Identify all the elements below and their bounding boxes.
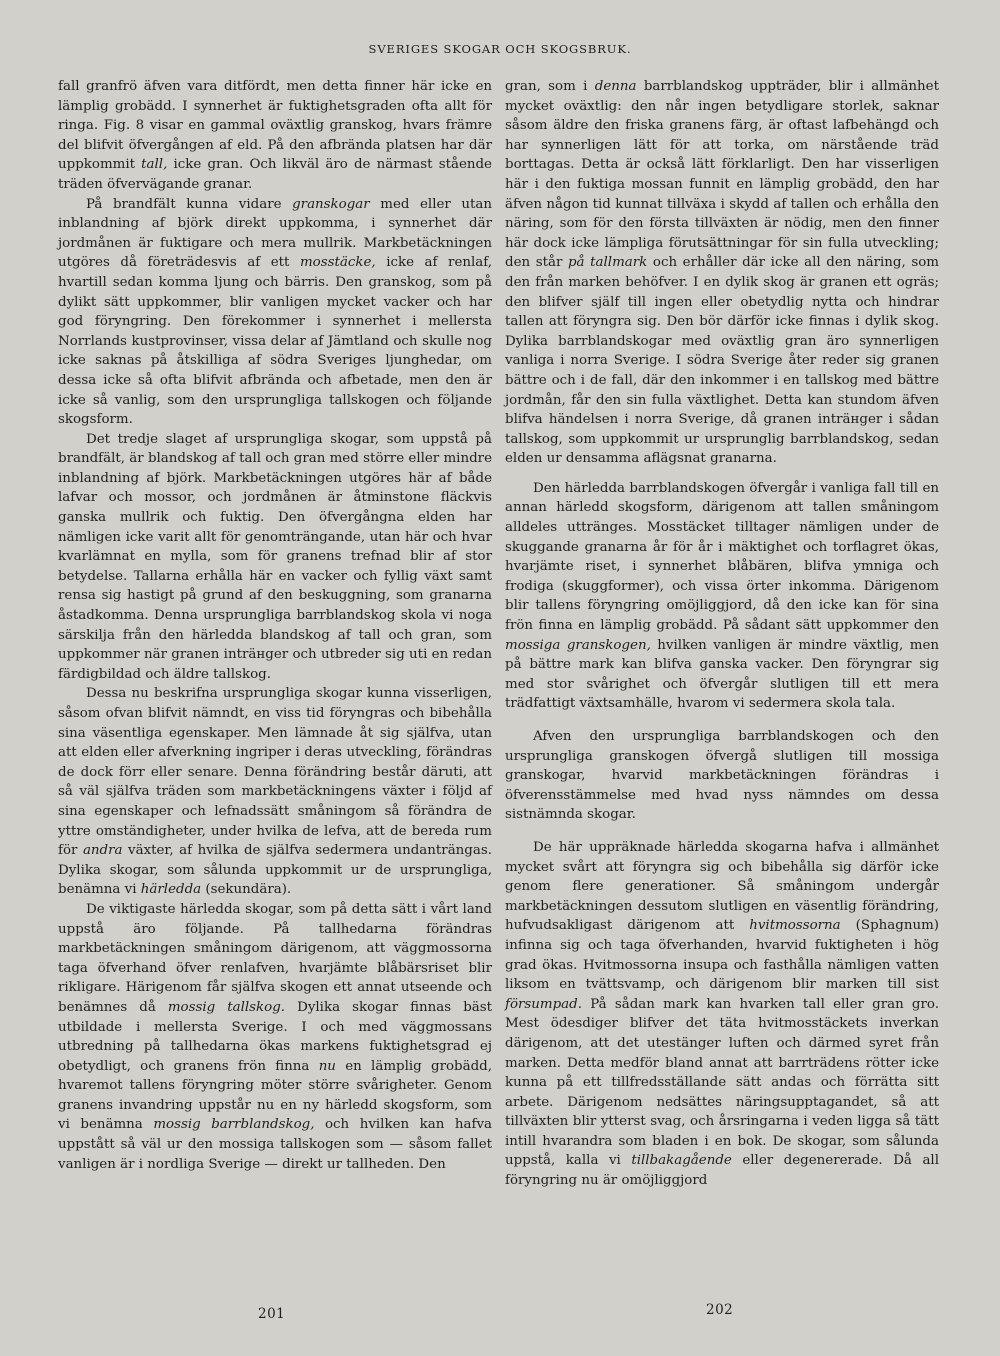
text-run: (sekundära).: [201, 882, 292, 898]
italic-text: mossiga granskogen,: [505, 637, 651, 653]
italic-text: mossig tallskog.: [167, 999, 286, 1015]
text-run: fall granfrö äfven vara ditfördt, men detta finner här icke en lämplig grobädd. I synnerhet är fuktighetsgraden ofta allt för ringa. Fig. 8 visar en gammal oväxtlig granskog, hvars främre del blifvit öfvergången af eld. På den afbrända platsen har där uppkommit: [58, 79, 492, 173]
paragraph: [58, 684, 492, 900]
text-run: Afven den ursprungliga barrblandskogen och den ursprungliga granskogen öfvergå slutligen till mossiga granskogar, hvarvid markbetäckningen förändras i öfverensstämmelse med hvad nyss nämndes om dessa sistnämnda skogar.: [505, 729, 939, 823]
text-run: Dessa nu beskrifna ursprungliga skogar kunna visserligen, såsom ofvan blifvit nämndt, en viss tid föryngras och bibehålla sina väsentliga egenskaper. Men lämnade åt sig själfva, utan att elden eller afverkning ingriper i deras utveckling, förändras de dock förr eller senare. Denna förändring består däruti, att så väl själfva träden som markbetäckningens växter i följd af sina egenskaper och lefnadssätt småningom så förändra de yttre omständigheter, under hvilka de lefva, att de bereda rum för: [58, 686, 492, 859]
italic-text: härledda: [140, 882, 202, 898]
italic-text: nu: [318, 1058, 336, 1074]
text-run: På brandfält kunna vidare: [86, 196, 293, 212]
italic-text: tall,: [141, 157, 168, 173]
text-run: och erhåller där icke all den näring, som den från marken behöfver. I en dylik skog är granen ett ogräs; den blifver själf till ingen eller obetydlig nytta och hindrar tallen att föryngra sig. Den bör därför icke finnas i dylik skog. Dylika barrblandskogar med oväxtlig gran äro synnerligen vanliga i norra Sverige. I södra Sverige åter reder sig granen bättre och i de fall, där den inkommer i en tallskog med bättre jordmån, får den sin fulla växtlighet. Detta kan stundom äfven blifva händelsen i norra Sverige, då granen inträнger i sådan tallskog, som uppkommit ur ursprunglig barrblandskog, sedan elden ur densamma aflägsnat granarna.: [505, 255, 939, 467]
text-run: gran, som i: [505, 79, 595, 94]
text-run: en lämplig grobädd, hvaremot tallens föryngring möter större svårigheter. Genom granens invandring uppstår nu en ny härledd skogsform, som vi benämna: [58, 1058, 493, 1133]
italic-text: granskogar: [292, 196, 370, 212]
text-run: Dylika skogar finnas bäst utbildade i mellersta Sverige. I och med väggmossans utbredning på tallhedarna ökas markens fuktighetsgrad ej obetydligt, och granens frön finna: [58, 999, 493, 1074]
italic-text: hvitmossorna: [749, 918, 841, 934]
text-run: De viktigaste härledda skogar, som på detta sätt i vårt land uppstå äro följande. På tallhedarna förändras markbetäckningen småningom därigenom, att väggmossorna taga öfverhand öfver renlafven, hvarjämte blåbärsriset blir rikligare. Härigenom får själfva skogen ett annat utseende och benämnes då: [58, 901, 492, 1015]
italic-text: på tallmark: [567, 255, 648, 271]
text-run: växter, af hvilka de själfva sedermera undanträngas. Dylika skogar, som sålunda uppkommit ur de ursprungliga, benämna vi: [58, 843, 492, 898]
page-number-left: 201: [258, 1306, 286, 1322]
paragraph: [505, 479, 939, 714]
text-run: De här uppräknade härledda skogarna hafva i allmänhet mycket svårt att föryngra sig och bibehålla sig därför icke genom flere generationer. Så småningom undergår markbetäckningen dessutom slutligen en väsentlig förändring, hufvudsakligast därigenom att: [505, 839, 939, 934]
text-run: Det tredje slaget af ursprungliga skogar, som uppstå på brandfält, är blandskog af tall och gran med större eller mindre inblandning af björk. Markbetäckningen utgöres här af både lafvar och mossor, och jordmånen är åtminstone fläckvis ganska mullrik och fuktig. Den öfvergångna elden har nämligen icke varit allt för genomträngande, utan här och hvar kvarlämnat en mylla, som för granens trefnad blir af stor betydelse. Tallarna erhålla här en vacker och fyllig växt samt rensa sig hastigt på grund af den beskuggning, som granarna åstadkomma. Denna ursprungliga barrblandskog skola vi noga särskilja från den härledda blandskog af tall och gran, som uppkommer när granen inträнger och utbreder sig uti en redan färdigbildad och äldre tallskog.: [58, 431, 492, 682]
left-column: [58, 77, 492, 1174]
text-run: med eller utan inblandning af björk direkt uppkomma, i synnerhet där jordmånen är fuktigare och mera mullrik. Markbetäckningen utgöres då företrädesvis af ett: [58, 196, 492, 271]
paragraph: [58, 77, 492, 195]
right-column: [505, 77, 939, 1191]
text-run: icke gran. Och likväl äro de närmast stående träden öfvervägande granar.: [58, 157, 492, 192]
text-run: På sådan mark kan hvarken tall eller gran gro. Mest ödesdiger blifver det täta hvitmosstäckets inverkan därigenom, att det utestänger luften och därmed syret från marken. Detta medför bland annat att barrträdens rötter icke kunna på ett tillfredsställande sätt andas och förrätta sitt arbete. Därigenom nedsättes näringsupptagandet, så att tillväxten blir ytterst svag, och årsringarna i veden ligga så tätt intill hvarandra som bladen i en bok. De skogar, som sålunda uppstå, kalla vi: [505, 996, 939, 1169]
paragraph: [58, 430, 492, 685]
text-run: Den härledda barrblandskogen öfvergår i vanliga fall till en annan härledd skogsform, därigenom att tallen småningom alldeles uttränges. Mosstäcket tilltager nämligen under de skuggande granarna år för år i mäktighet och torflagret ökas, hvarjämte riset, i synnerhet blåbären, blifva ymniga och frodiga (skuggformer), och vissa örter inkomma. Därigenom blir tallens föryngring omöjliggjord, då den icke kan för sina frön finna en lämplig grobädd. På sådant sätt uppkommer den: [505, 480, 939, 634]
paragraph: [58, 195, 492, 430]
paragraph: [505, 838, 939, 1191]
italic-text: denna: [594, 79, 637, 94]
italic-text: andra: [82, 843, 123, 859]
italic-text: mosstäcke,: [299, 255, 376, 271]
paragraph: [58, 900, 492, 1174]
running-header: SVERIGES SKOGAR OCH SKOGSBRUK.: [368, 42, 632, 56]
paragraph: [505, 727, 939, 825]
text-run: barrblandskog uppträder, blir i allmänhet mycket oväxtlig: den når ingen betydligare storlek, saknar såsom äldre den friska granens färg, är oftast lafbehängd och har synnerligen lätt för att torka, om närstående träd borttagas. Detta är också lätt förklarligt. Den har visserligen här i den fuktiga mossan funnit en lämplig grobädd, den har äfven någon tid kunnat tillväxa i skydd af tallen och erhålla den näring, som för den första tillväxten är nödig, men den finner här dock icke lämpliga förutsättningar för sin fulla utveckling; den står: [505, 79, 939, 271]
text-run: eller degenererade. Då all föryngring nu är omöjliggjord: [505, 1153, 939, 1189]
text-run: och hvilken kan hafva uppstått så väl ur den mossiga tallskogen som — såsom fallet vanligen är i nordliga Sverige — direkt ur tallheden. Den: [58, 1117, 492, 1172]
text-run: icke af renlaf, hvartill sedan komma ljung och bärris. Den granskog, som på dylikt sätt uppkommer, blir vanligen mycket vacker och har god föryngring. Den förekommer i synnerhet i mellersta Norrlands kustprovinser, vissa delar af Jämtland och skulle nog icke saknas på åtskilliga af södra Sveriges ljunghedar, om dessa icke så ofta blifvit afbrända och afbetade, men den är icke så vanlig, som den ursprungliga tallskogen och följande skogsform.: [58, 255, 493, 428]
page-number-right: 202: [706, 1302, 734, 1318]
italic-text: mossig barrblandskog,: [153, 1117, 315, 1133]
italic-text: försumpad.: [505, 996, 582, 1012]
italic-text: tillbakagående: [631, 1153, 732, 1169]
paragraph: [505, 77, 939, 469]
text-run: (Sphagnum) infinna sig och taga öfverhanden, hvarvid fuktigheten i hög grad ökas. Hvitmossorna insupa och fasthålla nämligen vatten liksom en tvättsvamp, och därigenom blir marken till sist: [505, 918, 939, 993]
text-run: hvilken vanligen är mindre växtlig, men på bättre mark kan blifva ganska vacker. Den föryngrar sig med stor svårighet och öfvergår slutligen till ett mera trädfattigt växtsamhälle, hvarom vi sedermera skola tala.: [505, 637, 939, 712]
